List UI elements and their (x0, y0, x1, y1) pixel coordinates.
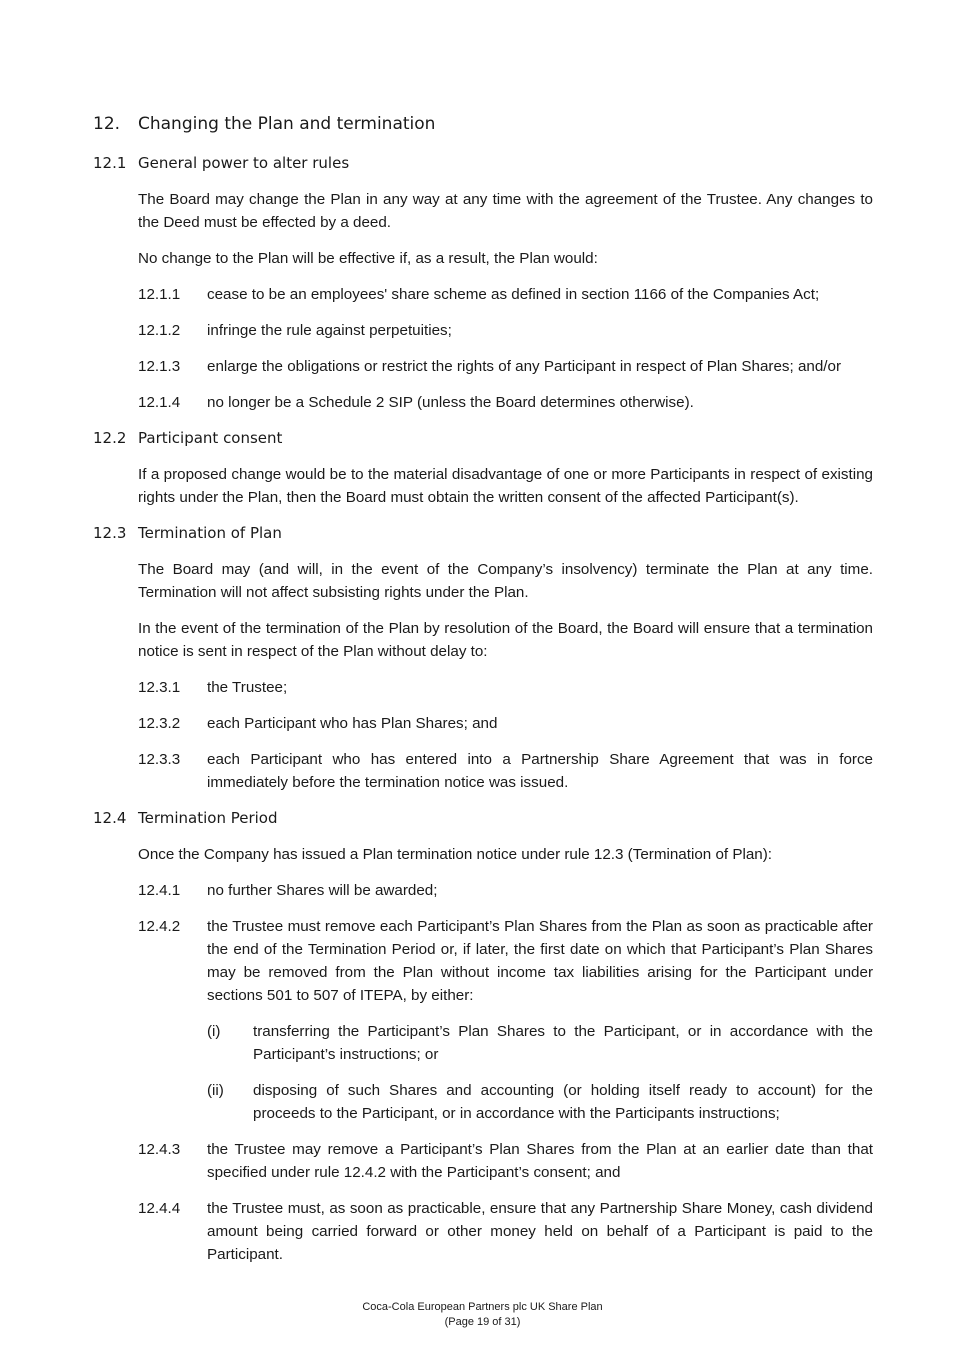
section-title: Changing the Plan and termination (138, 114, 436, 134)
subclause-number: (ii) (207, 1082, 224, 1099)
clause-12-3-1 (138, 676, 873, 699)
subclause-number: (i) (207, 1023, 221, 1040)
clause-text: the Trustee may remove a Participant’s Plan Shares from the Plan at an earlier date than that specified under rule 12.4.2 with the Participant’s consent; and (207, 1141, 873, 1181)
subsection-title: Termination of Plan (138, 524, 282, 542)
subsection-number: 12.2 (93, 429, 127, 447)
clause-12-4-4 (138, 1197, 873, 1266)
clause-number: 12.3.2 (138, 715, 181, 732)
paragraph: The Board may (and will, in the event of the Company’s insolvency) terminate the Plan at any time. Termination will not affect subsisting rights under the Plan. (138, 561, 873, 601)
clause-number: 12.1.4 (138, 394, 181, 411)
clause-12-3-2 (138, 712, 873, 735)
paragraph: The Board may change the Plan in any way at any time with the agreement of the Trustee. Any changes to the Deed must be effected by a deed. (138, 191, 873, 231)
clause-12-1-1 (138, 283, 873, 306)
subclause-text: disposing of such Shares and accounting (or holding itself ready to account) for the proceeds to the Participant, or in accordance with the Participants instructions; (253, 1082, 873, 1122)
clause-text: each Participant who has Plan Shares; and (207, 715, 498, 732)
clause-number: 12.1.2 (138, 322, 181, 339)
subsection-heading-12-1 (93, 152, 873, 175)
section-number: 12. (93, 114, 121, 134)
subsection-title: General power to alter rules (138, 154, 350, 172)
clause-12-4-1 (138, 879, 873, 902)
subsection-title: Participant consent (138, 429, 283, 447)
subclause-i (207, 1020, 873, 1066)
clause-12-4-2 (138, 915, 873, 1007)
paragraph: In the event of the termination of the Plan by resolution of the Board, the Board will ensure that a termination notice is sent in respect of the Plan without delay to: (138, 620, 873, 660)
clause-text: the Trustee must, as soon as practicable, ensure that any Partnership Share Money, cash dividend amount being carried forward or other money held on behalf of a Participant is paid to the Participant. (207, 1200, 873, 1263)
clause-number: 12.4.2 (138, 918, 181, 935)
clause-text: no further Shares will be awarded; (207, 882, 438, 899)
subclause-ii (207, 1079, 873, 1125)
footer-document-title: Coca-Cola European Partners plc UK Share Plan (362, 1301, 603, 1313)
clause-text: enlarge the obligations or restrict the rights of any Participant in respect of Plan Shares; and/or (207, 358, 842, 375)
page-footer (0, 1300, 965, 1330)
clause-number: 12.1.1 (138, 286, 181, 303)
subsection-heading-12-4 (93, 807, 873, 830)
subsection-heading-12-2 (93, 427, 873, 450)
subclause-text: transferring the Participant’s Plan Shares to the Participant, or in accordance with the Participant’s instructions; or (253, 1023, 873, 1063)
clause-text: cease to be an employees' share scheme as defined in section 1166 of the Companies Act; (207, 286, 820, 303)
subsection-number: 12.4 (93, 809, 127, 827)
clause-text: no longer be a Schedule 2 SIP (unless the Board determines otherwise). (207, 394, 694, 411)
paragraph: If a proposed change would be to the material disadvantage of one or more Participants in respect of existing rights under the Plan, then the Board must obtain the written consent of the affected Participant(s). (138, 466, 873, 506)
document-body (93, 152, 873, 1279)
clause-number: 12.4.1 (138, 882, 181, 899)
subsection-number: 12.1 (93, 154, 127, 172)
subsection-number: 12.3 (93, 524, 127, 542)
clause-12-4-3 (138, 1138, 873, 1184)
subsection-title: Termination Period (138, 809, 278, 827)
clause-number: 12.1.3 (138, 358, 181, 375)
clause-text: the Trustee must remove each Participant’s Plan Shares from the Plan as soon as practicable after the end of the Termination Period or, if later, the first date on which that Participant’s Plan Shares may be removed from the Plan without income tax liabilities arising for the Participant under sections 501 to 507 of ITEPA, by either: (207, 918, 873, 1004)
clause-12-3-3 (138, 748, 873, 794)
clause-number: 12.3.3 (138, 751, 181, 768)
clause-text: each Participant who has entered into a Partnership Share Agreement that was in force immediately before the termination notice was issued. (207, 751, 873, 791)
subsection-heading-12-3 (93, 522, 873, 545)
clause-12-1-4 (138, 391, 873, 414)
section-heading (93, 114, 435, 134)
clause-number: 12.4.3 (138, 1141, 181, 1158)
footer-page-number: (Page 19 of 31) (444, 1316, 521, 1328)
clause-number: 12.3.1 (138, 679, 181, 696)
paragraph: No change to the Plan will be effective if, as a result, the Plan would: (138, 250, 598, 267)
clause-number: 12.4.4 (138, 1200, 181, 1217)
paragraph: Once the Company has issued a Plan termination notice under rule 12.3 (Termination of Plan): (138, 846, 773, 863)
clause-12-1-3 (138, 355, 873, 378)
clause-12-1-2 (138, 319, 873, 342)
clause-text: the Trustee; (207, 679, 288, 696)
clause-text: infringe the rule against perpetuities; (207, 322, 452, 339)
